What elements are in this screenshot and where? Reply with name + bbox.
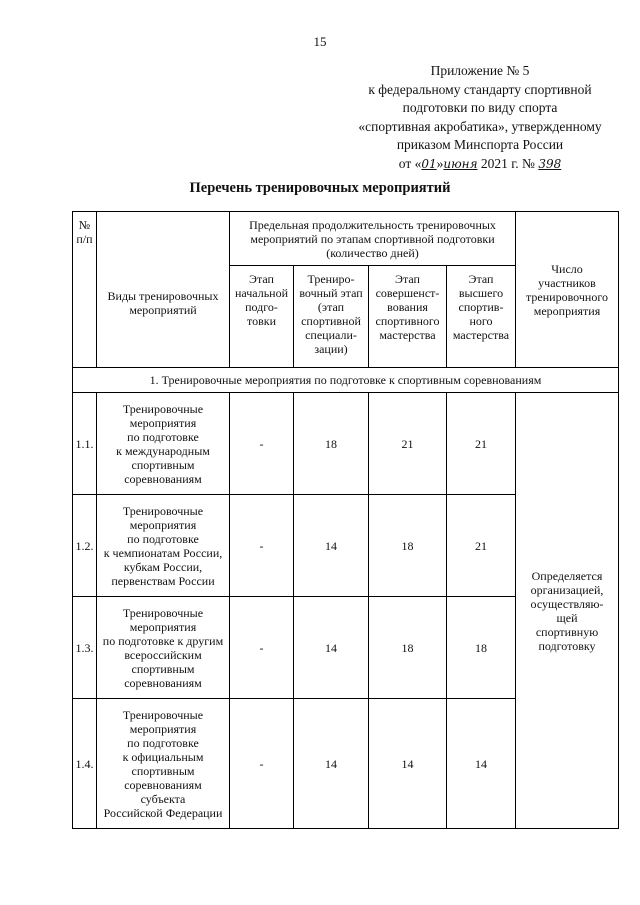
header-duration: Предельная продолжительность тренировочных мероприятий по этапам спортивной подготовки (количество дней) <box>230 212 516 266</box>
row-number: 1.2. <box>73 495 97 597</box>
row-number: 1.4. <box>73 699 97 829</box>
appendix-line-5: приказом Минспорта России <box>396 137 564 152</box>
header-type: Виды тренировочных мероприятий <box>97 212 230 368</box>
row-stage-initial: - <box>230 597 294 699</box>
row-event-name: Тренировочные мероприятия по подготовке к другим всероссийским спортивным соревнованиям <box>97 597 230 699</box>
header-stage-improvement: Этап совершенст- вования спортивного мастерства <box>369 266 447 368</box>
date-month: июня <box>443 156 478 171</box>
date-mid: » <box>436 155 444 171</box>
row-stage-training: 18 <box>294 393 369 495</box>
appendix-line-2: к федеральному стандарту спортивной <box>368 81 592 97</box>
date-prefix: от « <box>398 155 422 171</box>
participants-note: Определяется организацией, осуществляю- щей спортивную подготовку <box>516 393 619 829</box>
appendix-date-line <box>330 155 630 174</box>
row-number: 1.1. <box>73 393 97 495</box>
row-stage-training: 14 <box>294 699 369 829</box>
header-stage-training: Трениро- вочный этап (этап спортивной специали- зации) <box>294 266 369 368</box>
row-stage-improvement: 18 <box>369 495 447 597</box>
appendix-line-4: «спортивная акробатика», утвержденному <box>358 118 602 134</box>
header-stage-initial: Этап начальной подго- товки <box>230 266 294 368</box>
appendix-line-1: Приложение № 5 <box>430 63 530 78</box>
date-day: 01 <box>421 156 437 171</box>
training-events-table <box>72 211 619 829</box>
appendix-line-3: подготовки по виду спорта <box>402 100 558 115</box>
row-stage-highest: 14 <box>447 699 516 829</box>
row-stage-training: 14 <box>294 597 369 699</box>
row-event-name: Тренировочные мероприятия по подготовке к чемпионатам России, кубкам России, первенствам России <box>97 495 230 597</box>
row-stage-training: 14 <box>294 495 369 597</box>
row-stage-improvement: 18 <box>369 597 447 699</box>
row-stage-highest: 21 <box>447 393 516 495</box>
row-stage-improvement: 21 <box>369 393 447 495</box>
row-event-name: Тренировочные мероприятия по подготовке к официальным спортивным соревнованиям субъекта Российской Федерации <box>97 699 230 829</box>
page-number: 15 <box>313 34 327 49</box>
row-stage-initial: - <box>230 495 294 597</box>
date-suffix: 2021 г. № <box>477 155 539 171</box>
header-num: № п/п <box>73 212 97 368</box>
table-row <box>73 393 619 495</box>
section-title: 1. Тренировочные мероприятия по подготовке к спортивным соревнованиям <box>73 368 619 393</box>
row-number: 1.3. <box>73 597 97 699</box>
order-number: 398 <box>538 156 562 171</box>
appendix-header <box>330 62 630 173</box>
row-stage-improvement: 14 <box>369 699 447 829</box>
row-event-name: Тренировочные мероприятия по подготовке к международным спортивным соревнованиям <box>97 393 230 495</box>
document-title: Перечень тренировочных мероприятий <box>189 180 451 196</box>
row-stage-initial: - <box>230 393 294 495</box>
row-stage-initial: - <box>230 699 294 829</box>
header-participants: Число участников тренировочного мероприятия <box>516 212 619 368</box>
row-stage-highest: 21 <box>447 495 516 597</box>
row-stage-highest: 18 <box>447 597 516 699</box>
header-stage-highest: Этап высшего спортив- ного мастерства <box>447 266 516 368</box>
